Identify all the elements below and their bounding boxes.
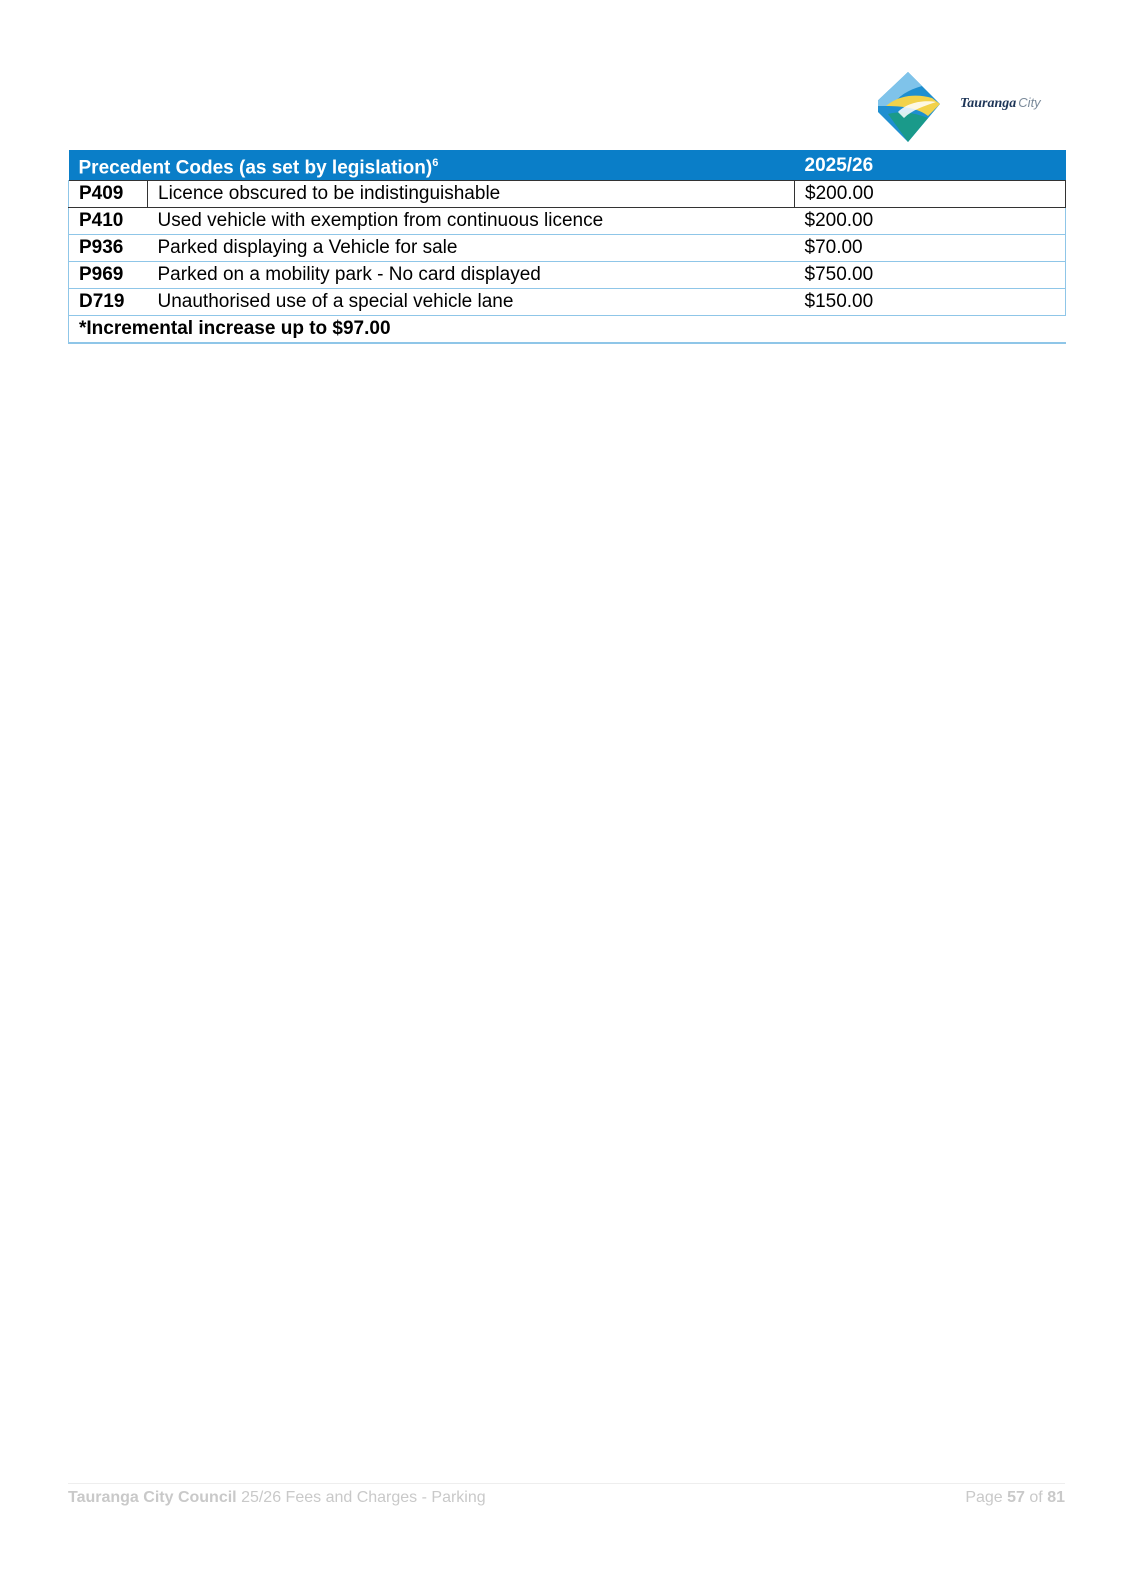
- table-note-row: [69, 316, 1066, 344]
- row-fee: $70.00: [795, 235, 1066, 262]
- precedent-codes-table: [68, 150, 1066, 344]
- row-description: Used vehicle with exemption from continuous licence: [148, 208, 795, 235]
- table-row: [69, 262, 1066, 289]
- footer-page-label: Page: [965, 1489, 1003, 1506]
- footer-page: 57: [1007, 1489, 1025, 1506]
- row-code: P936: [69, 235, 148, 262]
- table-header-row: [69, 151, 1066, 181]
- table-note: *Incremental increase up to $97.00: [69, 316, 1066, 344]
- table-header-title: [69, 151, 795, 181]
- footer-page-number: [965, 1489, 1065, 1507]
- logo-wordmark: [960, 95, 1041, 112]
- footer-org: Tauranga City Council: [68, 1489, 237, 1506]
- table-header-year: 2025/26: [795, 151, 1066, 181]
- row-fee: $200.00: [795, 208, 1066, 235]
- row-fee: $750.00: [795, 262, 1066, 289]
- header-title-text: Precedent Codes (as set by legislation): [78, 157, 433, 179]
- table-row: [69, 289, 1066, 316]
- footer-of-label: of: [1029, 1489, 1043, 1506]
- logo-name: Tauranga: [960, 96, 1017, 111]
- row-fee: $200.00: [795, 181, 1066, 208]
- footer-total: 81: [1047, 1489, 1065, 1506]
- table-row: [69, 208, 1066, 235]
- row-description: Parked displaying a Vehicle for sale: [148, 235, 795, 262]
- row-fee: $150.00: [795, 289, 1066, 316]
- logo-suffix: City: [1018, 95, 1041, 110]
- table-row: [69, 181, 1066, 208]
- row-description: Unauthorised use of a special vehicle lane: [148, 289, 795, 316]
- logo-diamond-icon: [878, 72, 958, 144]
- row-description: Licence obscured to be indistinguishable: [148, 181, 795, 208]
- tauranga-city-logo: [878, 72, 1058, 144]
- page-footer: [68, 1483, 1065, 1506]
- row-code: P410: [69, 208, 148, 235]
- row-code: P409: [69, 181, 148, 208]
- footer-doc: 25/26 Fees and Charges - Parking: [241, 1489, 486, 1506]
- table-row: [69, 235, 1066, 262]
- row-code: P969: [69, 262, 148, 289]
- footer-document-title: [68, 1489, 486, 1507]
- row-code: D719: [69, 289, 148, 316]
- row-description: Parked on a mobility park - No card displayed: [148, 262, 795, 289]
- header-footnote: 6: [432, 157, 439, 169]
